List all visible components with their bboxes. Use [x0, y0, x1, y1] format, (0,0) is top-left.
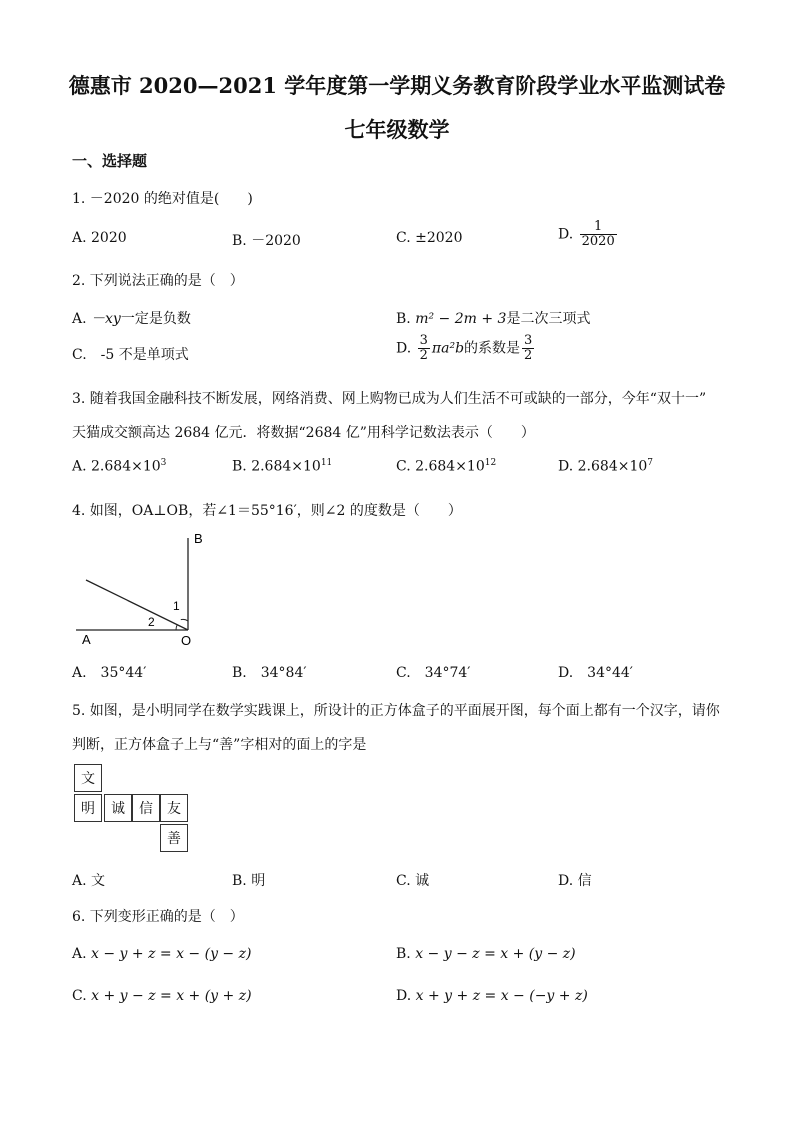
option-prefix: C.: [396, 458, 411, 475]
question-5-option-d: D. 信: [558, 873, 592, 889]
question-1-option-d: [558, 220, 619, 249]
option-prefix: D.: [396, 340, 412, 357]
math-expression: x − y + z = x − (y − z): [91, 946, 252, 962]
math-expression: 2.684×10: [251, 458, 321, 475]
math-expression: 2.684×10: [91, 458, 161, 475]
question-6-option-b: [396, 946, 576, 962]
angle-figure: [72, 530, 222, 650]
option-prefix: A.: [72, 946, 87, 962]
net-face: 信: [132, 794, 160, 822]
question-3-option-c: [396, 458, 496, 475]
net-face: 诚: [104, 794, 132, 822]
math-expression: 2.684×10: [415, 458, 485, 475]
question-3-stem-line-2: 天猫成交额高达 2684 亿元．将数据“2684 亿”用科学记数法表示（ ）: [72, 425, 535, 441]
question-3-option-d: [558, 458, 653, 475]
fraction: [522, 334, 534, 363]
question-1-option-b: B. －2020: [232, 233, 301, 249]
label-o: O: [181, 633, 192, 648]
fraction: [418, 334, 430, 363]
angle-1-arc: [181, 619, 188, 621]
fraction-numerator: 3: [524, 333, 533, 348]
math-expression: 2.684×10: [577, 458, 648, 475]
question-2-option-c: C. -5 不是单项式: [72, 347, 189, 363]
fraction: [580, 220, 617, 249]
fraction-denominator: 2020: [581, 234, 615, 249]
question-6-stem: 6. 下列变形正确的是（ ）: [72, 909, 244, 925]
option-prefix: B.: [396, 946, 411, 962]
fraction-numerator: 1: [594, 219, 603, 234]
question-5-option-b: B. 明: [232, 873, 266, 889]
math-expression: －xy: [91, 311, 121, 327]
question-5-option-a: A. 文: [72, 873, 106, 889]
question-2-option-d: [396, 334, 536, 363]
option-prefix: A.: [72, 458, 87, 475]
question-6-option-c: [72, 988, 252, 1004]
question-4-stem: 4. 如图，OA⊥OB，若∠1＝55°16′，则∠2 的度数是（ ）: [72, 503, 462, 519]
question-4-option-c: C. 34°74′: [396, 665, 471, 681]
question-5-option-c: C. 诚: [396, 873, 430, 889]
option-prefix: D.: [558, 458, 574, 475]
option-text: 的系数是: [464, 340, 521, 357]
fraction-denominator: 2: [524, 348, 533, 363]
option-prefix: D.: [396, 988, 412, 1004]
question-4-option-b: B. 34°84′: [232, 665, 307, 681]
option-text: 是二次三项式: [506, 311, 591, 327]
option-prefix: C.: [72, 988, 87, 1004]
question-4-option-d: D. 34°44′: [558, 665, 633, 681]
question-1-option-c: C. ±2020: [396, 230, 463, 246]
question-5-stem-line-1: 5. 如图，是小明同学在数学实践课上，所设计的正方体盒子的平面展开图，每个面上都有一个汉字，请你: [72, 703, 720, 719]
angle-2-arc: [176, 625, 177, 630]
option-prefix: B.: [396, 311, 411, 327]
question-4-option-a: A. 35°44′: [72, 665, 147, 681]
exponent: 12: [484, 458, 497, 468]
question-3-option-a: [72, 458, 166, 475]
math-expression: m² − 2m + 3: [415, 311, 507, 327]
question-5-stem-line-2: 判断，正方体盒子上与“善”字相对的面上的字是: [72, 737, 367, 753]
label-angle-2: 2: [148, 615, 155, 629]
net-face: 友: [160, 794, 188, 822]
question-3-stem-line-1: 3. 随着我国金融科技不断发展，网络消费、网上购物已成为人们生活不可或缺的一部分，今年“双十一”: [72, 391, 707, 407]
question-2-option-b: [396, 308, 590, 328]
page-title: 德惠市 2020—2021 学年度第一学期义务教育阶段学业水平监测试卷: [68, 73, 726, 98]
math-expression: x + y + z = x − (−y + z): [415, 988, 588, 1004]
net-face: 善: [160, 824, 188, 852]
option-prefix: B.: [232, 458, 247, 475]
exponent: 7: [647, 458, 653, 468]
math-expression: x + y − z = x + (y + z): [91, 988, 252, 1004]
exponent: 3: [160, 458, 167, 468]
label-angle-1: 1: [173, 599, 180, 613]
option-prefix: D.: [558, 226, 574, 243]
question-3-option-b: [232, 458, 332, 475]
fraction-numerator: 3: [419, 333, 428, 348]
option-prefix: A.: [72, 311, 87, 327]
question-2-option-a: [72, 308, 191, 328]
section-title: 一、选择题: [72, 152, 148, 170]
option-text: 一定是负数: [120, 311, 191, 327]
page-subtitle: 七年级数学: [344, 117, 450, 142]
label-b: B: [194, 531, 203, 546]
cube-net: [74, 764, 194, 856]
question-1-stem: 1. －2020 的绝对值是( ): [72, 191, 253, 207]
fraction-denominator: 2: [419, 348, 428, 363]
question-2-stem: 2. 下列说法正确的是（ ）: [72, 273, 244, 289]
question-6-option-d: [396, 988, 588, 1004]
label-a: A: [82, 632, 91, 647]
question-6-option-a: [72, 946, 251, 962]
math-expression: x − y − z = x + (y − z): [415, 946, 576, 962]
math-expression: πa²b: [431, 340, 465, 357]
net-face: 明: [74, 794, 102, 822]
exponent: 11: [320, 458, 333, 468]
net-face: 文: [74, 764, 102, 792]
question-1-option-a: A. 2020: [72, 230, 127, 246]
